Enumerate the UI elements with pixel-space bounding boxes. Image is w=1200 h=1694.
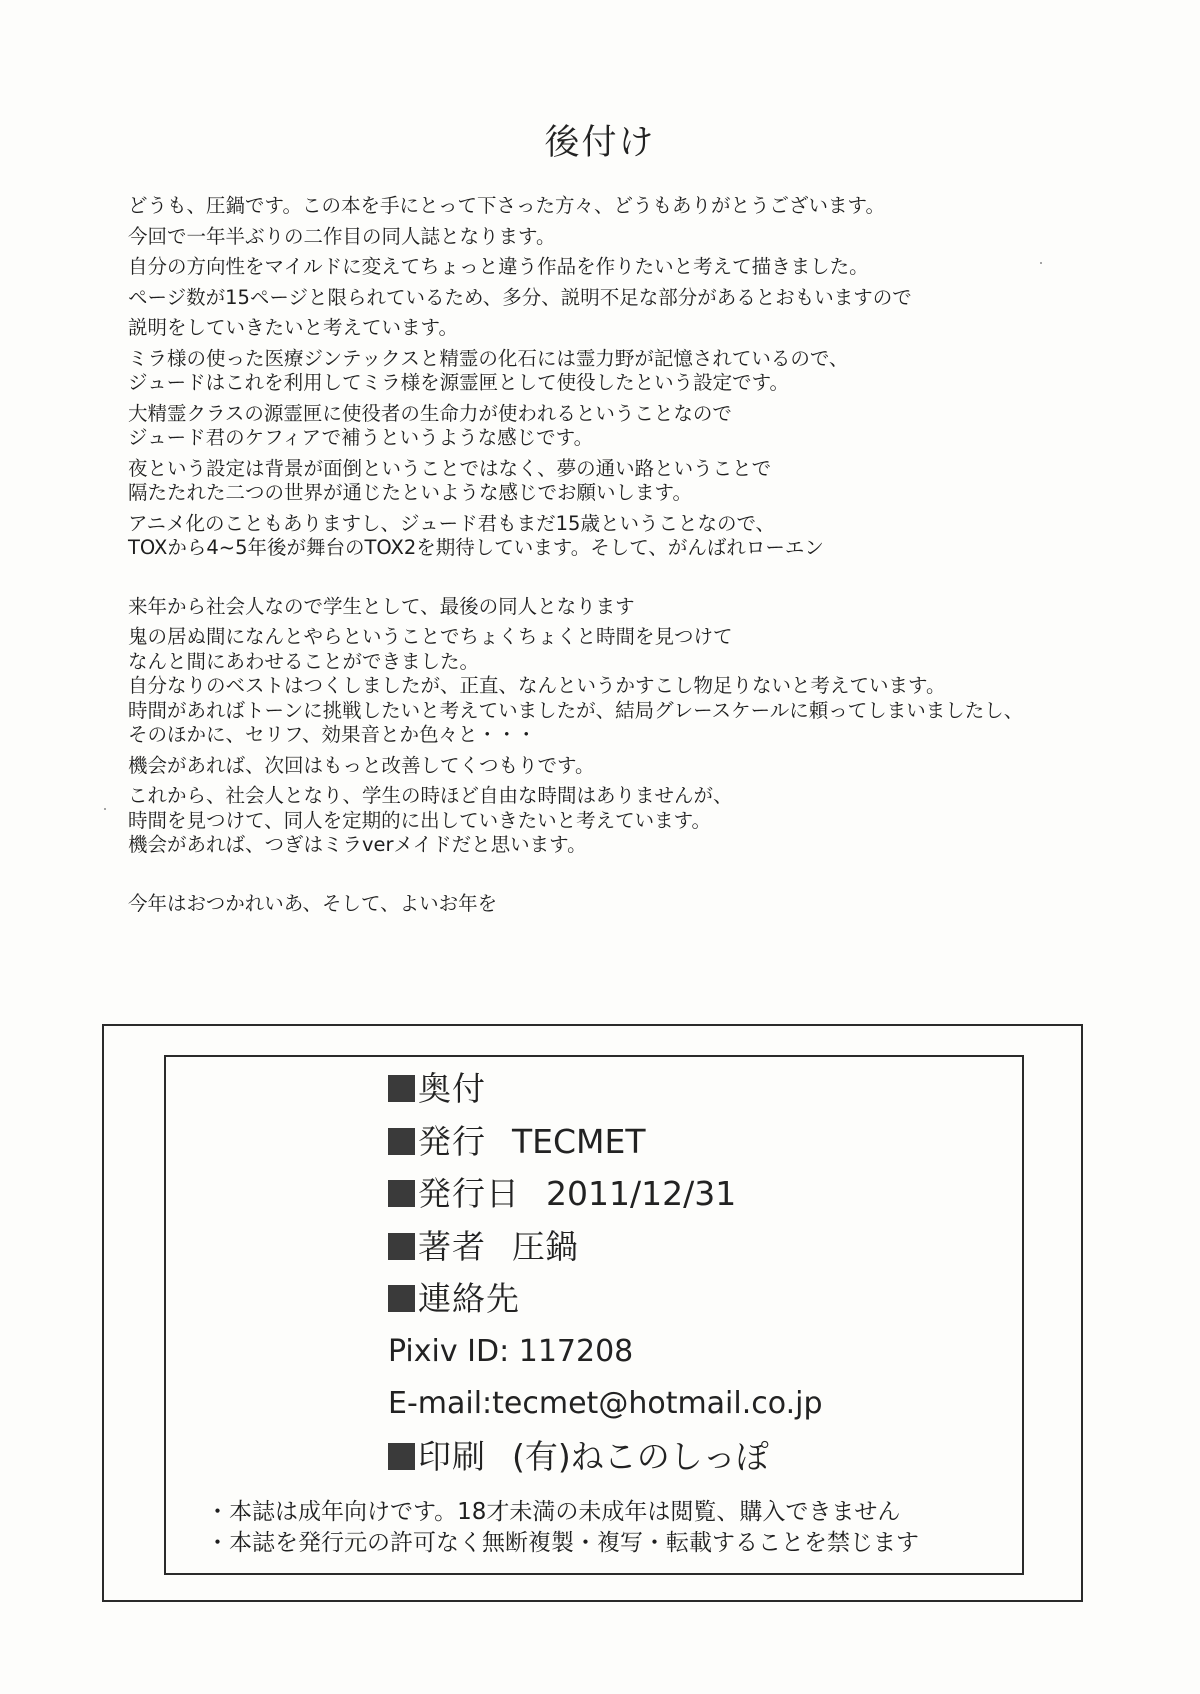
afterword-section-1 [128, 194, 1118, 561]
paragraph-line: 時間を見つけて、同人を定期的に出していきたいと考えています。 [128, 808, 712, 832]
square-bullet-icon [388, 1443, 415, 1470]
paper-speck [104, 808, 106, 810]
paragraph [128, 286, 1118, 311]
paragraph [128, 316, 1118, 341]
paragraph-line: 機会があれば、つぎはミラverメイドだと思います。 [128, 833, 587, 856]
paragraph-line: 説明をしていきたいと考えています。 [128, 316, 458, 339]
paragraph-line: 機会があれば、次回はもっと改善してくつもりです。 [128, 753, 595, 777]
paragraph-line: これから、社会人となり、学生の時ほど自由な時間はありませんが、 [128, 784, 733, 807]
legal-notes [206, 1497, 1006, 1559]
closing-line: 今年はおつかれいあ、そして、よいお年を [128, 891, 498, 915]
paper-speck [1040, 262, 1042, 264]
paragraph-line: ジュード君のケフィアで補うというような感じです。 [128, 426, 594, 449]
paragraph-line: どうも、圧鍋です。この本を手にとって下さった方々、どうもありがとうございます。 [128, 194, 885, 217]
square-bullet-icon [388, 1233, 415, 1260]
paragraph [128, 225, 1118, 250]
paragraph [128, 255, 1118, 280]
paragraph [128, 784, 1118, 858]
paragraph [128, 512, 1118, 561]
colophon-contact: 連絡先 [388, 1273, 1008, 1326]
paragraph-line: TOXから4~5年後が舞台のTOX2を期待しています。そして、がんばれローエン [128, 536, 824, 559]
page-title: 後付け [544, 123, 656, 163]
paragraph-line: 大精霊クラスの源霊匣に使役者の生命力が使われるということなので [128, 401, 732, 425]
paragraph-line: そのほかに、セリフ、効果音とか色々と・・・ [128, 723, 536, 746]
copyright-note: ・本誌を発行元の許可なく無断複製・複写・転載することを禁じます [206, 1530, 919, 1556]
colophon-pixiv-id: Pixiv ID: 117208 [388, 1333, 634, 1369]
section-gap [128, 567, 1118, 595]
paragraph [128, 595, 1118, 620]
paragraph-line: 自分の方向性をマイルドに変えてちょっと違う作品を作りたいと考えて描きました。 [128, 255, 869, 278]
colophon-printer: 印刷 (有)ねこのしっぽ [388, 1431, 1008, 1484]
paragraph-line: 時間があればトーンに挑戦したいと考えていましたが、結局グレースケールに頼ってしまいましたし、 [128, 698, 1024, 722]
paragraph-line: 来年から社会人なので学生として、最後の同人となります [128, 594, 635, 618]
paragraph-line: 今回で一年半ぶりの二作目の同人誌となります。 [128, 224, 556, 248]
paragraph [128, 194, 1118, 219]
paragraph-line: アニメ化のこともありますし、ジュード君もまだ15歳ということなので、 [128, 511, 776, 535]
paragraph [128, 754, 1118, 779]
square-bullet-icon [388, 1075, 415, 1102]
paragraph-line: 夜という設定は背景が面倒ということではなく、夢の通い路ということで [128, 456, 772, 480]
paragraph-line: 自分なりのベストはつくしましたが、正直、なんというかすこし物足りないと考えています。 [128, 674, 946, 697]
colophon-author: 著者 圧鍋 [388, 1221, 1008, 1274]
paragraph [128, 457, 1118, 506]
paragraph [128, 347, 1118, 396]
section-gap [128, 864, 1118, 892]
paragraph-line: ミラ様の使った医療ジンテックスと精霊の化石には霊力野が記憶されているので、 [128, 346, 849, 370]
paragraph-line: なんと間にあわせることができました。 [128, 649, 480, 673]
square-bullet-icon [388, 1285, 415, 1312]
paragraph-line: ページ数が15ページと限られているため、多分、説明不足な部分があるとおもいますので [128, 285, 912, 309]
paragraph-line: 隔たたれた二つの世界が通じたといような感じでお願いします。 [128, 481, 692, 504]
colophon-email: E-mail:tecmet@hotmail.co.jp [388, 1386, 823, 1421]
colophon-publisher: 発行 TECMET [388, 1116, 1008, 1169]
square-bullet-icon [388, 1180, 415, 1207]
colophon-heading: 奥付 [388, 1063, 1008, 1116]
age-restriction-note: ・本誌は成年向けです。18才未満の未成年は閲覧、購入できません [206, 1499, 901, 1525]
colophon [388, 1063, 1008, 1483]
paragraph [128, 402, 1118, 451]
paragraph-line: ジュードはこれを利用してミラ様を源霊匣として使役したという設定です。 [128, 371, 790, 394]
paragraph [128, 625, 1118, 748]
paragraph-line: 鬼の居ぬ間になんとやらということでちょくちょくと時間を見つけて [128, 625, 733, 648]
afterword-body [128, 194, 1118, 922]
colophon-date: 発行日 2011/12/31 [388, 1168, 1008, 1221]
square-bullet-icon [388, 1128, 415, 1155]
afterword-section-2 [128, 595, 1118, 858]
